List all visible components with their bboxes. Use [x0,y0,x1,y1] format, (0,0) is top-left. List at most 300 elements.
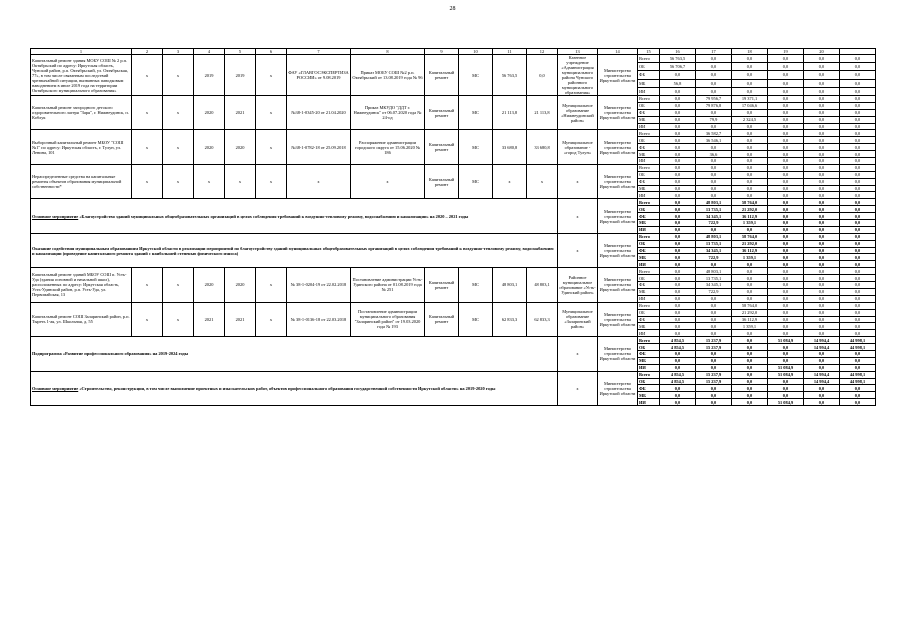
header-cell: 1 [31,49,132,55]
object-c8: Приказ МОБУ СОШ №2 р.п. Октябрьский от 13.08.2019 года № 96 [351,55,425,96]
fund-source-label: ИИ [638,261,660,268]
value-cell: 0,0 [660,96,696,103]
program-table [30,48,876,406]
value-cell: 14 994,4 [804,337,840,344]
value-cell: 79 956,7 [696,96,732,103]
fund-source-label: ОБ [638,137,660,144]
object-c5: 2021 [225,302,256,336]
value-cell: 0,0 [840,233,876,240]
value-cell: 0,0 [660,350,696,357]
fund-source-label: МБ [638,357,660,364]
object-name: Выборочный капитальный ремонт МБОУ "СОШ №1" по адресу: Иркутская область, г. Тулун, ул. Ленина, 101 [31,130,132,164]
event-x: x [558,371,598,405]
work-type: Капитальный ремонт [425,302,459,336]
value-cell: 0,0 [840,192,876,199]
value-cell: 13 735,1 [696,275,732,282]
value-cell: 0,0 [768,392,804,399]
value-cell: 0,0 [732,130,768,137]
value-cell: 0,0 [768,357,804,364]
value-cell: 0,0 [840,144,876,151]
value-cell: 0,0 [804,295,840,302]
value-cell: 0,0 [804,109,840,116]
header-cell: 19 [768,49,804,55]
value-cell: 0,0 [768,302,804,309]
fund-source-label: МБ [638,151,660,158]
value-cell: 0,0 [660,385,696,392]
value-cell: 0,0 [660,247,696,254]
value-cell: 15 237,9 [696,371,732,378]
header-cell: 8 [351,49,425,55]
object-customer: Районное муниципальное образование «Усть-Удинский район» [558,268,598,302]
object-c3: x [163,302,194,336]
object-row [31,268,876,275]
object-row [31,164,876,171]
value-cell: 0,0 [768,247,804,254]
event-title-text: Оказание содействия муниципальным образованиям Иркутской области в реализации мероприятий по благоустройству зданий муниципальных общеобразовательных организаций в целях соблюдения требований к воздушно-тепловому режиму, водоснабжению и канализации (проведение капитального ремонта зданий с наибольшей степенью физического износа) [32,245,554,256]
object-c6: x [256,96,287,130]
value-cell: 44 998,1 [840,337,876,344]
value-cell: 56 763,5 [660,55,696,63]
value-cell: 0,0 [840,178,876,185]
value-cell: 0,0 [696,164,732,171]
value-cell: 0,0 [804,71,840,79]
object-remaining: 0,0 [527,55,558,96]
object-c4: 2019 [194,55,225,96]
fund-source-label: МБ [638,288,660,295]
value-cell: 0,0 [660,109,696,116]
ownership: МС [459,302,493,336]
value-cell: 0,0 [840,130,876,137]
value-cell: 0,0 [732,164,768,171]
object-remaining: 48 803,1 [527,268,558,302]
header-cell: 10 [459,49,493,55]
value-cell: 0,0 [696,87,732,95]
value-cell: 722,9 [696,288,732,295]
value-cell: 0,0 [768,192,804,199]
executor: Министерство строительства Иркутской области [598,337,638,371]
object-name: Нераспределенные средства на капитальные ремонты объектов образования муниципальной собственности* [31,164,132,198]
value-cell: 0,0 [660,192,696,199]
event-title-text: «Благоустройство зданий муниципальных общеобразовательных организаций в целях соблюдения требований к воздушно-тепловому режиму, водоснабжению и канализации» на 2020 – 2021 годы [78,213,469,219]
object-row [31,96,876,103]
value-cell: 0,0 [732,399,768,406]
value-cell: 0,0 [696,316,732,323]
object-c8: Распоряжение администрации городского округа от 15.06.2020 № 186 [351,130,425,164]
value-cell: 0,0 [768,350,804,357]
value-cell: 0,0 [696,109,732,116]
value-cell: 0,0 [768,309,804,316]
value-cell: 0,0 [804,102,840,109]
object-c2: x [132,164,163,198]
value-cell: 0,0 [696,330,732,337]
header-cell: 7 [287,49,351,55]
value-cell: 0,0 [660,275,696,282]
value-cell: 0,0 [804,261,840,268]
value-cell: 0,0 [840,275,876,282]
value-cell: 0,0 [804,158,840,165]
value-cell: 0,0 [804,192,840,199]
value-cell: 0,0 [768,275,804,282]
value-cell: 0,0 [768,102,804,109]
value-cell: 0,0 [840,350,876,357]
event-title [31,371,558,405]
object-row [31,55,876,63]
value-cell: 0,0 [768,185,804,192]
object-c6: x [256,268,287,302]
fund-source-label: МБ [638,254,660,261]
object-c6: x [256,302,287,336]
fund-source-label: ОБ [638,102,660,109]
fund-source-label: ФБ [638,213,660,220]
object-c7: ФАУ «ГЛАВГОСЭКСПЕРТИЗА РОССИИ» от 9.08.2019 [287,55,351,96]
header-cell: 5 [225,49,256,55]
header-cell: 4 [194,49,225,55]
executor: Министерство строительства Иркутской области [598,96,638,130]
executor: Министерство строительства Иркутской области [598,371,638,405]
value-cell: 0,0 [840,364,876,371]
value-cell: 722,9 [696,254,732,261]
object-cost: 48 803,1 [493,268,527,302]
value-cell: 0,0 [696,144,732,151]
object-customer: Муниципальное образование - «город Тулун» [558,130,598,164]
value-cell: 0,0 [804,164,840,171]
value-cell: 2 324,5 [732,116,768,123]
header-cell: 20 [804,49,840,55]
value-cell: 19 371,1 [732,96,768,103]
value-cell: 0,0 [732,63,768,71]
value-cell: 0,0 [768,282,804,289]
value-cell: 21 292,0 [732,309,768,316]
value-cell: 0,0 [840,357,876,364]
value-cell: 0,0 [660,71,696,79]
fund-source-label: ОБ [638,344,660,351]
value-cell: 0,0 [840,164,876,171]
value-cell: 0,0 [660,254,696,261]
value-cell: 0,0 [840,213,876,220]
value-cell: 0,0 [840,220,876,227]
value-cell: 0,0 [768,323,804,330]
object-cost: 62 833,3 [493,302,527,336]
value-cell: 0,0 [840,330,876,337]
fund-source-label: ОБ [638,378,660,385]
value-cell: 15 237,9 [696,378,732,385]
value-cell: 0,0 [696,63,732,71]
fund-source-label: Всего [638,233,660,240]
object-c5: x [225,164,256,198]
value-cell: 0,0 [696,158,732,165]
value-cell: 0,0 [732,192,768,199]
object-c2: x [132,268,163,302]
value-cell: 0,0 [768,344,804,351]
object-c6: x [256,164,287,198]
value-cell: 0,0 [840,87,876,95]
object-c2: x [132,302,163,336]
value-cell: 0,0 [768,151,804,158]
value-cell: 4 854,5 [660,371,696,378]
value-cell: 0,0 [732,268,768,275]
value-cell: 0,0 [804,357,840,364]
value-cell: 0,0 [804,254,840,261]
value-cell: 0,0 [732,79,768,87]
value-cell: 0,0 [660,185,696,192]
object-customer: Казенное учреждение «Администрация муниципального района Чунского районного муниципального образования» [558,55,598,96]
value-cell: 17 046,6 [732,102,768,109]
value-cell: 0,0 [840,226,876,233]
object-c4: 2021 [194,302,225,336]
value-cell: 0,0 [660,323,696,330]
value-cell: 0,0 [768,220,804,227]
value-cell: 0,0 [696,226,732,233]
value-cell: 0,0 [732,151,768,158]
value-cell: 0,0 [660,116,696,123]
value-cell: 0,0 [696,399,732,406]
value-cell: 79,9 [696,116,732,123]
executor: Министерство строительства Иркутской области [598,302,638,336]
value-cell: 0,0 [804,123,840,130]
value-cell: 0,0 [660,87,696,95]
header-cell: 13 [558,49,598,55]
fund-source-label: МБ [638,220,660,227]
value-cell: 0,0 [804,323,840,330]
value-cell: 0,0 [660,268,696,275]
ownership: МС [459,164,493,198]
value-cell: 0,0 [840,55,876,63]
event-x: x [558,233,598,267]
executor: Министерство строительства Иркутской области [598,130,638,164]
value-cell: 0,0 [660,102,696,109]
executor: Министерство строительства Иркутской области [598,199,638,233]
value-cell: 0,0 [840,137,876,144]
value-cell: 34 345,1 [696,213,732,220]
value-cell: 0,0 [732,185,768,192]
header-cell: 3 [163,49,194,55]
fund-source-label: Всего [638,371,660,378]
value-cell: 14 994,4 [804,344,840,351]
event-row [31,199,876,206]
event-x: x [558,337,598,371]
header-cell: 18 [732,49,768,55]
value-cell: 56,8 [660,79,696,87]
value-cell: 44 998,1 [840,344,876,351]
value-cell: 0,0 [804,385,840,392]
value-cell: 0,0 [732,55,768,63]
value-cell: 0,0 [840,96,876,103]
page-number: 28 [449,6,456,12]
value-cell: 0,0 [840,109,876,116]
value-cell: 0,0 [732,337,768,344]
value-cell: 51 084,9 [768,371,804,378]
value-cell: 0,0 [768,254,804,261]
fund-source-label: Всего [638,268,660,275]
fund-source-label: МБ [638,116,660,123]
fund-source-label: Всего [638,164,660,171]
value-cell: 0,0 [804,137,840,144]
value-cell: 0,0 [804,282,840,289]
fund-source-label: МБ [638,392,660,399]
value-cell: 0,0 [732,392,768,399]
value-cell: 0,0 [768,109,804,116]
object-c7: № 38-1-0136-18 от 22.03.2018 [287,302,351,336]
object-c4: x [194,164,225,198]
value-cell: 0,0 [660,399,696,406]
value-cell: 0,0 [696,323,732,330]
value-cell: 0,0 [696,261,732,268]
value-cell: 0,0 [732,71,768,79]
object-remaining: x [527,164,558,198]
value-cell: 0,0 [660,357,696,364]
object-c8: Постановление администрации Усть-Удинского района от 01.08.2019 года № 251 [351,268,425,302]
value-cell: 0,0 [660,123,696,130]
value-cell: 21 292,0 [732,240,768,247]
value-cell: 0,0 [732,350,768,357]
object-cost: 33 680,8 [493,130,527,164]
fund-source-label: ФБ [638,282,660,289]
value-cell: 1 359,1 [732,323,768,330]
value-cell: 0,0 [768,87,804,95]
value-cell: 0,0 [660,261,696,268]
value-cell: 0,0 [804,151,840,158]
value-cell: 0,0 [768,79,804,87]
executor: Министерство строительства Иркутской области [598,233,638,267]
value-cell: 0,0 [804,268,840,275]
value-cell: 0,0 [732,261,768,268]
header-cell: 6 [256,49,287,55]
fund-source-label: Всего [638,199,660,206]
value-cell: 0,0 [732,344,768,351]
value-cell: 0,0 [840,323,876,330]
value-cell: 0,0 [804,130,840,137]
value-cell: 0,0 [840,295,876,302]
value-cell: 0,0 [768,178,804,185]
value-cell: 48 803,1 [696,233,732,240]
value-cell: 1 359,1 [732,220,768,227]
value-cell: 0,0 [696,302,732,309]
fund-source-label: ОБ [638,171,660,178]
header-cell: 11 [493,49,527,55]
object-name: Капитальный ремонт зданий МБОУ СОШ п. Усть-Уда (здания основной и начальной школ), расположенных по адресу: Иркутская область, Усть-Удинский район, р.п. Усть-Уда, ул. Первомайская, 13 [31,268,132,302]
fund-source-label: ИИ [638,158,660,165]
object-row [31,130,876,137]
fund-source-label: ОБ [638,63,660,71]
value-cell: 0,0 [840,171,876,178]
ownership: МС [459,55,493,96]
work-type: Капитальный ремонт [425,130,459,164]
header-cell: 12 [527,49,558,55]
object-customer: Муниципальное образование «Нижнеудинский район» [558,96,598,130]
value-cell: 722,9 [696,220,732,227]
value-cell: 36 112,9 [732,247,768,254]
value-cell: 0,0 [660,199,696,206]
value-cell: 0,0 [804,275,840,282]
value-cell: 0,0 [660,288,696,295]
value-cell: 13 735,1 [696,240,732,247]
object-cost: x [493,164,527,198]
value-cell: 15 237,9 [696,337,732,344]
value-cell: 36 112,9 [732,213,768,220]
value-cell: 0,0 [732,364,768,371]
value-cell: 0,0 [768,240,804,247]
value-cell: 0,0 [804,226,840,233]
executor: Министерство строительства Иркутской области [598,268,638,302]
object-c3: x [163,55,194,96]
object-c3: x [163,164,194,198]
value-cell: 0,0 [840,199,876,206]
value-cell: 0,0 [804,316,840,323]
fund-source-label: ОБ [638,206,660,213]
object-c6: x [256,55,287,96]
value-cell: 0,0 [660,144,696,151]
value-cell: 0,0 [696,357,732,364]
value-cell: 0,0 [840,185,876,192]
value-cell: 0,0 [804,288,840,295]
fund-source-label: Всего [638,130,660,137]
value-cell: 0,0 [804,178,840,185]
value-cell: 0,0 [768,171,804,178]
value-cell: 0,0 [696,364,732,371]
fund-source-label: ФБ [638,316,660,323]
value-cell: 44 998,1 [840,378,876,385]
value-cell: 0,0 [804,116,840,123]
value-cell: 0,0 [840,282,876,289]
fund-source-label: ОБ [638,240,660,247]
value-cell: 0,0 [732,282,768,289]
value-cell: 0,0 [732,137,768,144]
value-cell: 0,0 [732,109,768,116]
fund-source-label: Всего [638,302,660,309]
value-cell: 0,0 [732,357,768,364]
value-cell: 0,0 [804,392,840,399]
value-cell: 0,0 [696,171,732,178]
value-cell: 0,0 [660,330,696,337]
value-cell: 0,0 [840,151,876,158]
value-cell: 21 292,0 [732,206,768,213]
value-cell: 0,0 [696,392,732,399]
work-type: Капитальный ремонт [425,96,459,130]
value-cell: 0,0 [732,123,768,130]
object-c3: x [163,268,194,302]
value-cell: 0,0 [840,116,876,123]
value-cell: 0,0 [804,199,840,206]
value-cell: 0,0 [840,261,876,268]
event-x: x [558,199,598,233]
fund-source-label: Всего [638,96,660,103]
value-cell: 0,0 [840,63,876,71]
value-cell: 0,0 [840,268,876,275]
value-cell: 0,0 [768,96,804,103]
fund-source-label: ФБ [638,109,660,116]
value-cell: 0,0 [732,371,768,378]
value-cell: 0,0 [732,385,768,392]
value-cell: 0,0 [840,399,876,406]
value-cell: 0,0 [840,158,876,165]
value-cell: 0,0 [696,55,732,63]
value-cell: 0,0 [840,240,876,247]
value-cell: 0,0 [840,206,876,213]
work-type: Капитальный ремонт [425,55,459,96]
value-cell: 0,0 [732,330,768,337]
value-cell: 0,0 [696,123,732,130]
fund-source-label: МБ [638,79,660,87]
object-c5: 2020 [225,268,256,302]
fund-source-label: Всего [638,337,660,344]
value-cell: 0,0 [660,164,696,171]
fund-source-label: ОБ [638,309,660,316]
value-cell: 0,0 [768,116,804,123]
event-row [31,337,876,344]
value-cell: 0,0 [840,288,876,295]
value-cell: 58 764,0 [732,199,768,206]
value-cell: 0,0 [804,206,840,213]
